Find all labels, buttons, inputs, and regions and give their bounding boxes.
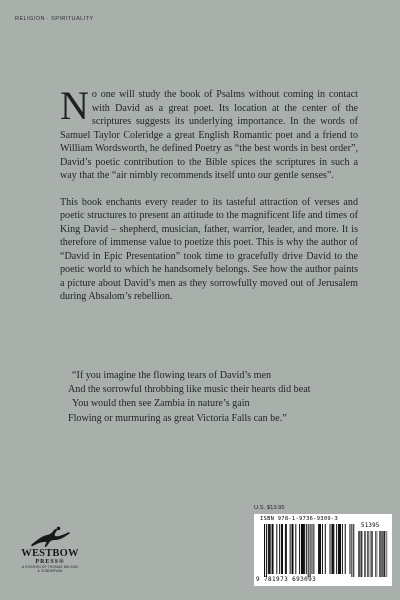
barcode-bar [301,524,302,574]
barcode-bar [268,524,269,574]
isbn-text: ISBN 978-1-9736-9309-3 [260,516,338,522]
barcode-bar [269,524,270,574]
addon-bar [375,531,376,577]
publisher-press: PRESS® [35,559,65,565]
addon-bar [358,531,359,577]
barcode-bar [285,524,286,574]
barcode-bar [339,524,340,574]
publisher-division-2: & ZONDERVAN [37,568,63,573]
addon-bar [368,531,369,577]
barcode-bar [272,524,273,574]
barcode-bar [308,524,309,577]
addon-bar [382,531,383,577]
barcode-bar [338,524,339,574]
genre-category: RELIGION · SPIRITUALITY [15,16,94,22]
barcode-bar [330,524,331,574]
barcode-bar [292,524,293,574]
barcode-bar [295,524,296,574]
barcode-bar [313,524,314,574]
addon-bar [381,531,382,577]
barcode-bar [281,524,282,574]
addon-bar [384,531,385,577]
addon-bar [380,531,381,577]
drop-cap: N [60,83,89,128]
barcode-bar [333,524,334,574]
price-label: U.S. $13.95 [254,505,285,511]
barcode-bar [332,524,333,574]
addon-bar [361,531,362,577]
barcode-bar [303,524,304,574]
barcode-bar [322,524,323,574]
addon-bar [387,531,388,577]
barcode-bar [266,524,267,577]
barcode-bar [304,524,305,574]
addon-bar [383,531,384,577]
blurb-paragraph-1 [60,83,358,183]
barcode-bar [320,524,321,574]
barcode-bar [312,524,313,574]
leaping-figure-icon [28,526,72,548]
poem-excerpt [68,369,372,426]
barcode-bar [270,524,271,574]
barcode-block [254,514,392,586]
barcode-bar [319,524,320,574]
barcode-bar [264,524,265,577]
addon-bar [367,531,368,577]
barcode-bar [286,524,287,574]
blurb-paragraph-2: This book enchants every reader to its tasteful attraction of verses and poetic structures to present an attitude to the magnificent life and times of King David – shepherd, musician, father, warrior, leader, and more. It is therefore of immense value to poetize this poet. This is why the author of “David in Epic Presentation” took time to gracefully drive David to the poetic world to which he handsomely belongs. See how the author paints a picture about David’s men as they sorrowfully moved out of Jerusalem during Absalom’s rebellion. [60,196,358,302]
price-addon-code: 51395 [361,523,380,529]
poem-line-2: And the sorrowful throbbing like music their hearts did beat [68,384,311,396]
barcode-bar [345,524,346,574]
barcode-bar [340,524,341,574]
addon-bar [377,531,378,577]
barcode-bar [282,524,283,574]
addon-bar [385,531,386,577]
addon-bar [379,531,380,577]
barcode-bar [351,524,352,577]
addon-bar [371,531,372,577]
publisher-logo [12,526,88,590]
barcode-bar [325,524,326,574]
back-cover-blurb [60,83,358,317]
addon-bar [365,531,366,577]
barcode-bar [336,524,337,574]
barcode-bar [306,524,307,574]
barcode-bar [331,524,332,574]
barcode-bar [293,524,294,574]
poem-line-4: Flowing or murmuring as great Victoria Falls can be.” [68,412,287,424]
barcode-bar [276,524,277,574]
publisher-division-1: A DIVISION OF THOMAS NELSON [22,565,78,569]
publisher-name: WESTBOW [21,548,79,559]
addon-bar [372,531,373,577]
barcode-bar [353,524,354,577]
addon-bar [370,531,371,577]
addon-bar [362,531,363,577]
barcode-bar [342,524,343,574]
barcode-bar [318,524,319,574]
ean-number: 9 781973 693093 [256,576,317,583]
barcode-bar [350,524,351,574]
barcode-bar [310,524,311,577]
poem-line-3: You would then see Zambia in nature’s gain [72,398,250,410]
poem-line-1: “If you imagine the flowing tears of David’s men [72,370,272,381]
barcode-bar [302,524,303,574]
barcode-bar [299,524,300,574]
barcode-bar [279,524,280,574]
barcode-bar [290,524,291,574]
addon-bar [359,531,360,577]
addon-bar [360,531,361,577]
barcode-bar [273,524,274,574]
blurb-paragraph-1-text: o one will study the book of Psalms without coming in contact with David as a great poet. Its location at the center of the scriptures suggests its underlying importance. In the words of Samuel Taylor Coleridge a great English Romantic poet and a friend to William Wordsworth, he defined Poetry as “the best words in best order”, David’s poetic contribution to the Bible spices the scriptures in such a way that the “air nimbly recommends itself unto our gentle senses”. [60,89,358,181]
addon-bar [364,531,365,577]
